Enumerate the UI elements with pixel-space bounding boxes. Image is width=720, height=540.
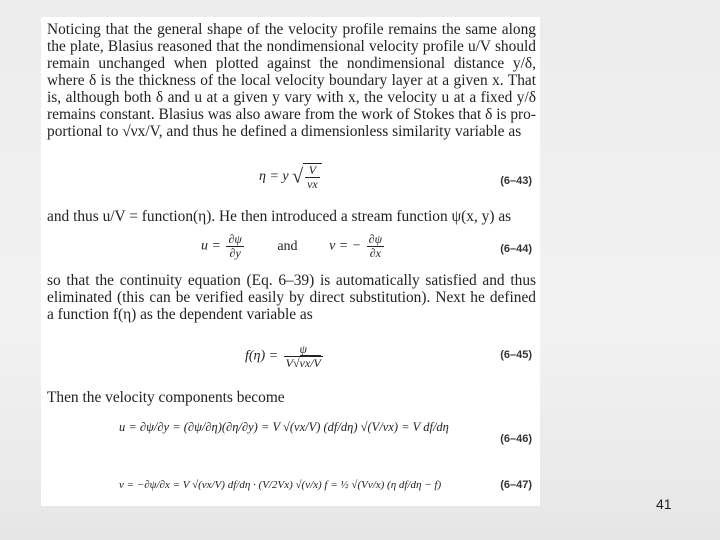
text-line: is, although both δ and u at a given y vary with x, the velocity u at a fixed y/δ bbox=[47, 89, 536, 106]
text-line: remains constant. Blasius was also aware from the work of Stokes that δ is pro- bbox=[47, 106, 536, 123]
text-line: portional to √νx/V, and thus he defined a dimensionless similarity variable as bbox=[47, 123, 522, 140]
eq-lhs: f(η) = bbox=[245, 348, 279, 364]
eq-body: v = −∂ψ/∂x = V √(νx/V) df/dη · (V/2Vx) √(ν/x) f = ½ √(Vν/x) (η df/dη − f) bbox=[119, 479, 442, 491]
text-line: the plate, Blasius reasoned that the nondimensional velocity profile u/V should bbox=[47, 38, 536, 55]
text-line: Then the velocity components become bbox=[47, 389, 285, 406]
equation-label: (6–44) bbox=[500, 243, 532, 255]
equation-label: (6–46) bbox=[500, 433, 532, 445]
equation-6-44 bbox=[201, 233, 386, 260]
eq-v-lhs: v = − bbox=[329, 238, 362, 254]
eq-u-lhs: u = bbox=[201, 238, 221, 254]
equation-6-46 bbox=[119, 420, 449, 435]
fraction: $\frac{\partial\psi}{\partial x}$ bbox=[368, 232, 383, 260]
eq-and: and bbox=[277, 238, 298, 254]
fraction: $\frac{\psi}{V√\nu x/V}$ bbox=[285, 342, 321, 370]
text-line: Noticing that the general shape of the velocity profile remains the same along bbox=[47, 21, 536, 38]
equation-6-45 bbox=[245, 343, 325, 370]
textbook-scan bbox=[41, 17, 540, 506]
text-line: a function f(η) as the dependent variable as bbox=[47, 306, 313, 323]
fraction: $\frac{V}{\nu x}$ bbox=[307, 163, 318, 191]
equation-label: (6–45) bbox=[500, 349, 532, 361]
equation-6-43 bbox=[259, 163, 322, 191]
eq-lhs: η = y bbox=[259, 169, 289, 185]
paragraph-continuity bbox=[47, 272, 536, 323]
text-line: so that the continuity equation (Eq. 6–39) is automatically satisfied and thus bbox=[47, 272, 536, 289]
text-line: where δ is the thickness of the local velocity boundary layer at a given x. That bbox=[47, 72, 536, 89]
equation-6-47 bbox=[119, 479, 441, 491]
eq-body: u = ∂ψ/∂y = (∂ψ/∂η)(∂η/∂y) = V √(νx/V) (df/dη) √(V/νx) = V df/dη bbox=[119, 420, 449, 434]
text-line: remain unchanged when plotted against the nondimensional distance y/δ, bbox=[47, 55, 536, 72]
fraction: $\frac{\partial\psi}{\partial y}$ bbox=[228, 232, 242, 260]
paragraph-stream-function bbox=[47, 208, 536, 225]
text-line: eliminated (this can be verified easily by direct substitution). Next he defined bbox=[47, 289, 536, 306]
slide-number: 41 bbox=[656, 496, 672, 512]
sqrt-symbol: √ $\frac{V}{\nu x}$ bbox=[292, 163, 322, 191]
equation-label: (6–43) bbox=[500, 175, 532, 187]
equation-label: (6–47) bbox=[500, 479, 532, 491]
paragraph-velocity-components bbox=[47, 389, 536, 406]
text-line: and thus u/V = function(η). He then introduced a stream function ψ(x, y) as bbox=[47, 208, 512, 225]
paragraph-blasius-intro bbox=[47, 21, 536, 140]
